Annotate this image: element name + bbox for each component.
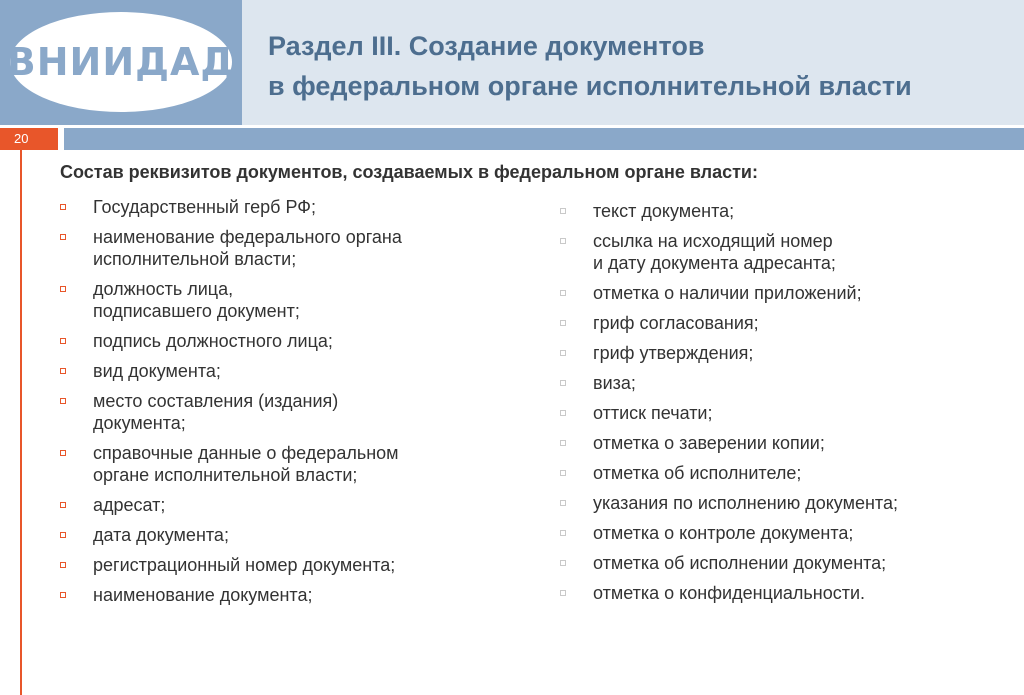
square-bullet-icon — [560, 320, 566, 326]
list-item — [560, 582, 898, 604]
square-bullet-icon — [60, 592, 66, 598]
list-item — [560, 342, 898, 364]
list-item-text: адресат; — [93, 495, 166, 515]
square-bullet-icon — [560, 410, 566, 416]
list-item-text: должность лица, — [93, 279, 234, 299]
left-requisites-list — [60, 196, 402, 614]
logo-ellipse — [6, 12, 236, 112]
list-item-text: справочные данные о федеральном — [93, 443, 399, 463]
list-item — [560, 282, 898, 304]
list-item — [60, 360, 402, 382]
list-item-text: ссылка на исходящий номер — [593, 231, 833, 251]
square-bullet-icon — [560, 290, 566, 296]
list-item-text: наименование федерального органа — [93, 227, 402, 247]
list-item — [560, 230, 898, 274]
list-item — [560, 200, 898, 222]
square-bullet-icon — [60, 398, 66, 404]
section-heading: Состав реквизитов документов, создаваемых в федеральном органе власти: — [60, 162, 758, 182]
title-line-1: Раздел III. Создание документов — [268, 31, 705, 61]
square-bullet-icon — [60, 286, 66, 292]
square-bullet-icon — [60, 562, 66, 568]
list-item — [560, 372, 898, 394]
list-item-text: и дату документа адресанта; — [593, 253, 836, 273]
list-item-text: место составления (издания) — [93, 391, 339, 411]
list-item — [560, 552, 898, 574]
square-bullet-icon — [560, 380, 566, 386]
page-title — [268, 26, 1008, 106]
list-item-text: отметка о заверении копии; — [593, 433, 825, 453]
list-item — [60, 584, 402, 606]
logo: ВНИИДАД — [6, 40, 236, 84]
list-item — [60, 278, 402, 322]
list-item-text: указания по исполнению документа; — [593, 493, 898, 513]
square-bullet-icon — [60, 234, 66, 240]
square-bullet-icon — [60, 204, 66, 210]
square-bullet-icon — [560, 530, 566, 536]
list-item-text: гриф согласования; — [593, 313, 759, 333]
list-item — [560, 402, 898, 424]
list-item-text: отметка об исполнителе; — [593, 463, 802, 483]
square-bullet-icon — [560, 350, 566, 356]
list-item — [60, 554, 402, 576]
list-item — [60, 330, 402, 352]
list-item-text: гриф утверждения; — [593, 343, 754, 363]
list-item-text: виза; — [593, 373, 636, 393]
list-item-text: наименование документа; — [93, 585, 313, 605]
square-bullet-icon — [60, 532, 66, 538]
list-item-text: отметка о конфиденциальности. — [593, 583, 866, 603]
list-item-text: отметка о наличии приложений; — [593, 283, 862, 303]
list-item — [60, 226, 402, 270]
square-bullet-icon — [560, 500, 566, 506]
list-item — [60, 494, 402, 516]
list-item — [60, 390, 402, 434]
square-bullet-icon — [60, 450, 66, 456]
list-item-text: органе исполнительной власти; — [93, 465, 358, 485]
list-item-text: дата документа; — [93, 525, 229, 545]
square-bullet-icon — [60, 502, 66, 508]
list-item — [560, 492, 898, 514]
list-item-text: регистрационный номер документа; — [93, 555, 396, 575]
list-item-text: текст документа; — [593, 201, 735, 221]
square-bullet-icon — [60, 338, 66, 344]
list-item-text: оттиск печати; — [593, 403, 713, 423]
list-item — [560, 312, 898, 334]
list-item-text: подписавшего документ; — [93, 301, 300, 321]
list-item — [560, 432, 898, 454]
square-bullet-icon — [560, 440, 566, 446]
logo-panel — [0, 0, 242, 125]
square-bullet-icon — [60, 368, 66, 374]
title-line-2: в федеральном органе исполнительной власти — [268, 71, 912, 101]
list-item — [60, 524, 402, 546]
square-bullet-icon — [560, 470, 566, 476]
left-accent-line — [20, 150, 22, 695]
list-item-text: подпись должностного лица; — [93, 331, 333, 351]
list-item — [60, 442, 402, 486]
list-item — [60, 196, 402, 218]
list-item-text: Государственный герб РФ; — [93, 197, 316, 217]
list-item-text: документа; — [93, 413, 186, 433]
list-item-text: отметка о контроле документа; — [593, 523, 854, 543]
list-item-text: исполнительной власти; — [93, 249, 297, 269]
square-bullet-icon — [560, 238, 566, 244]
square-bullet-icon — [560, 590, 566, 596]
square-bullet-icon — [560, 560, 566, 566]
list-item — [560, 522, 898, 544]
header-divider-bar — [64, 128, 1024, 150]
list-item — [560, 462, 898, 484]
right-requisites-list — [560, 200, 898, 612]
list-item-text: отметка об исполнении документа; — [593, 553, 887, 573]
slide-number: 20 — [0, 128, 58, 150]
list-item-text: вид документа; — [93, 361, 221, 381]
square-bullet-icon — [560, 208, 566, 214]
